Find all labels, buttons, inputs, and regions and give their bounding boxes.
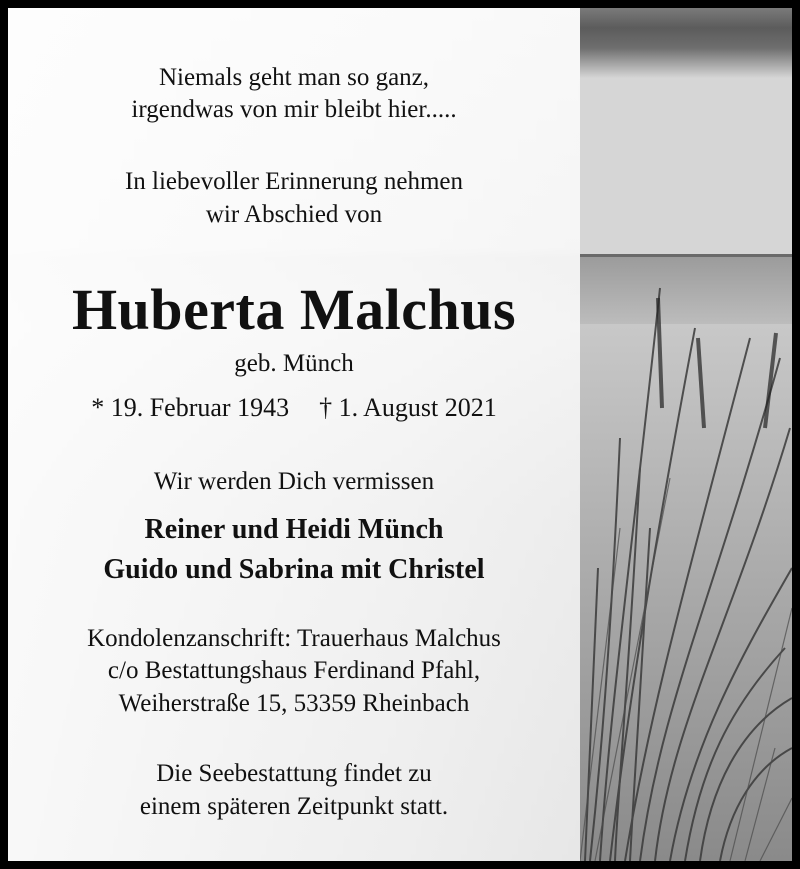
dune-grass-photo xyxy=(580,8,792,861)
notice-line-2: einem späteren Zeitpunkt statt. xyxy=(139,793,449,820)
farewell-text: Wir werden Dich vermissen xyxy=(153,468,435,495)
birth-date: * 19. Februar 1943 xyxy=(91,393,290,422)
poem-line-1: Niemals geht man so ganz, xyxy=(158,64,430,91)
death-date: † 1. August 2021 xyxy=(319,393,497,422)
address-line-3: Weiherstraße 15, 53359 Rheinbach xyxy=(118,690,470,717)
poem-line-2: irgendwas von mir bleibt hier..... xyxy=(131,96,457,123)
deceased-name: Huberta Malchus xyxy=(71,277,517,342)
intro-line-2: wir Abschied von xyxy=(205,201,383,228)
family-line-2: Guido und Sabrina mit Christel xyxy=(103,554,485,585)
maiden-name: geb. Münch xyxy=(234,350,354,377)
address-line-1: Kondolenzanschrift: Trauerhaus Malchus xyxy=(87,625,501,652)
obituary-text xyxy=(8,8,580,861)
intro-line-1: In liebevoller Erinnerung nehmen xyxy=(124,168,464,195)
notice-line-1: Die Seebestattung findet zu xyxy=(156,760,432,787)
address-line-2: c/o Bestattungshaus Ferdinand Pfahl, xyxy=(107,657,481,684)
life-dates xyxy=(8,392,580,424)
family-line-1: Reiner und Heidi Münch xyxy=(144,514,444,545)
